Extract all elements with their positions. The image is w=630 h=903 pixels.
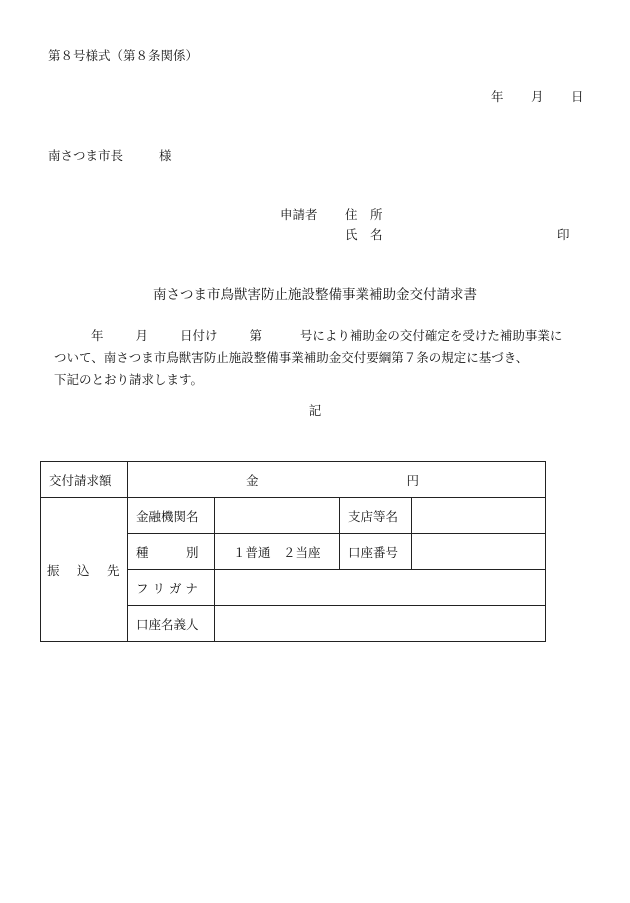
body-text — [54, 325, 594, 391]
date-day-label: 日 — [571, 89, 584, 104]
date-year-label: 年 — [491, 89, 504, 104]
request-amount-label: 交付請求額 — [41, 462, 128, 498]
kin-label: 金 — [246, 472, 259, 488]
bank-name-field[interactable] — [215, 498, 340, 534]
form-number: 第８号様式（第８条関係） — [48, 48, 199, 63]
furigana-label: フ リ ガ ナ — [128, 570, 215, 606]
document-title: 南さつま市鳥獣害防止施設整備事業補助金交付請求書 — [153, 287, 477, 303]
branch-label: 支店等名 — [340, 498, 412, 534]
en-label: 円 — [406, 472, 420, 488]
date-month-label: 月 — [531, 89, 544, 104]
account-number-label: 口座番号 — [340, 534, 412, 570]
furikomi-label: 振 込 先 — [41, 498, 128, 642]
body-year: 年 — [90, 328, 104, 343]
payment-table — [40, 461, 546, 642]
bank-name-label: 金融機関名 — [128, 498, 215, 534]
body-line-2: ついて、南さつま市鳥獣害防止施設整備事業補助金交付要綱第７条の規定に基づき、 — [54, 350, 529, 365]
bank-row — [41, 498, 546, 534]
furigana-field[interactable] — [215, 570, 546, 606]
body-line-1 — [54, 325, 594, 347]
account-number-field[interactable] — [412, 534, 546, 570]
addressee-name: 南さつま市長 — [48, 148, 124, 163]
body-line-1-rest: 号により補助金の交付確定を受けた補助事業に — [299, 328, 563, 343]
seal-mark: 印 — [557, 227, 570, 242]
account-type-options[interactable]: １普通 ２当座 — [215, 534, 340, 570]
account-holder-label: 口座名義人 — [128, 606, 215, 642]
body-line-3: 下記のとおり請求します。 — [54, 372, 204, 387]
body-month: 月 — [135, 328, 148, 343]
applicant-label: 申請者 — [280, 207, 318, 222]
applicant-name-label: 氏 名 — [345, 227, 383, 242]
branch-field[interactable] — [412, 498, 546, 534]
addressee-honorific: 様 — [158, 148, 172, 163]
addressee — [48, 150, 172, 163]
request-amount-row — [41, 462, 546, 498]
account-type-label: 種 別 — [128, 534, 215, 570]
applicant-address-label: 住 所 — [345, 207, 383, 222]
request-amount-field[interactable] — [128, 462, 546, 498]
body-day: 日付け — [179, 328, 218, 343]
account-holder-field[interactable] — [215, 606, 546, 642]
ki-mark: 記 — [308, 403, 322, 418]
body-dai: 第 — [249, 328, 262, 343]
